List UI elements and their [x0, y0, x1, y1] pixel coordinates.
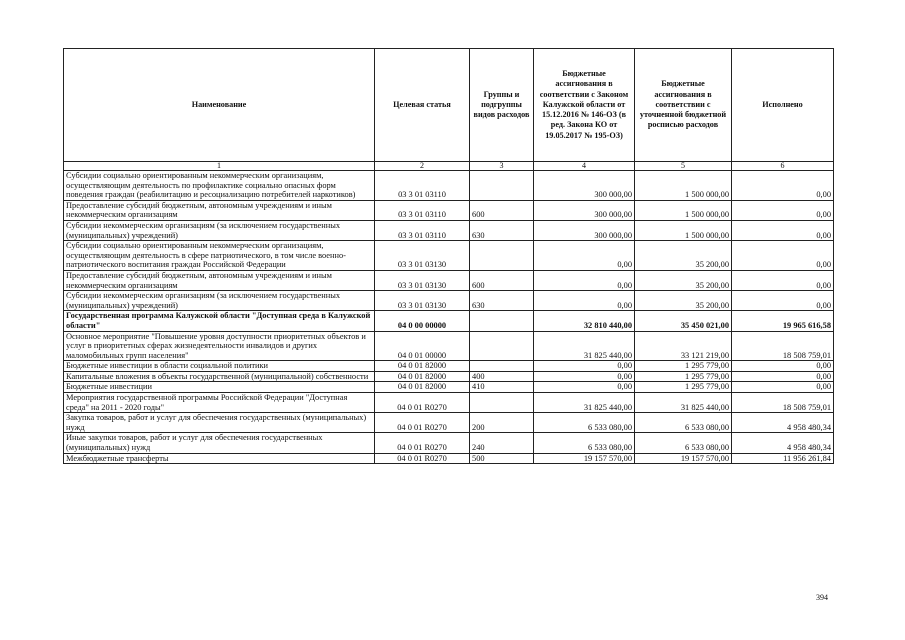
table-row	[64, 361, 834, 372]
column-number: 3	[470, 162, 534, 171]
row-name-cell: Бюджетные инвестиции	[64, 382, 375, 393]
row-target-article-cell: 04 0 01 R0270	[375, 433, 470, 453]
row-revised-budget-cell: 1 500 000,00	[635, 200, 732, 220]
row-expense-group-cell: 400	[470, 371, 534, 382]
row-expense-group-cell: 600	[470, 270, 534, 290]
header-target-article: Целевая статья	[375, 49, 470, 162]
row-budget-law-cell: 0,00	[534, 382, 635, 393]
row-executed-cell: 0,00	[732, 371, 834, 382]
row-revised-budget-cell: 35 200,00	[635, 241, 732, 271]
row-executed-cell: 11 956 261,84	[732, 453, 834, 464]
budget-execution-table	[63, 48, 834, 464]
row-target-article-cell: 03 3 01 03130	[375, 270, 470, 290]
row-expense-group-cell: 630	[470, 220, 534, 240]
row-revised-budget-cell: 1 500 000,00	[635, 220, 732, 240]
table-row	[64, 241, 834, 271]
row-name-cell: Бюджетные инвестиции в области социальной политики	[64, 361, 375, 372]
row-target-article-cell: 04 0 01 R0270	[375, 413, 470, 433]
row-expense-group-cell: 600	[470, 200, 534, 220]
row-budget-law-cell: 300 000,00	[534, 171, 635, 201]
table-row	[64, 413, 834, 433]
row-budget-law-cell: 0,00	[534, 371, 635, 382]
row-budget-law-cell: 19 157 570,00	[534, 453, 635, 464]
table-row	[64, 382, 834, 393]
header-name: Наименование	[64, 49, 375, 162]
table-row	[64, 433, 834, 453]
row-expense-group-cell	[470, 241, 534, 271]
row-name-cell: Иные закупки товаров, работ и услуг для обеспечения государственных (муниципальных) нужд	[64, 433, 375, 453]
row-expense-group-cell: 500	[470, 453, 534, 464]
row-executed-cell: 0,00	[732, 361, 834, 372]
row-target-article-cell: 04 0 01 00000	[375, 331, 470, 361]
column-number: 1	[64, 162, 375, 171]
table-row	[64, 311, 834, 331]
row-name-cell: Закупка товаров, работ и услуг для обеспечения государственных (муниципальных) нужд	[64, 413, 375, 433]
row-name-cell: Государственная программа Калужской области "Доступная среда в Калужской области"	[64, 311, 375, 331]
page-number: 394	[816, 593, 828, 602]
row-name-cell: Предоставление субсидий бюджетным, автономным учреждениям и иным некоммерческим организациям	[64, 270, 375, 290]
row-target-article-cell: 04 0 01 R0270	[375, 453, 470, 464]
table-row	[64, 220, 834, 240]
row-budget-law-cell: 0,00	[534, 241, 635, 271]
table-row	[64, 331, 834, 361]
row-expense-group-cell: 240	[470, 433, 534, 453]
row-expense-group-cell	[470, 311, 534, 331]
row-budget-law-cell: 300 000,00	[534, 220, 635, 240]
header-budget-law: Бюджетные ассигнования в соответствии с Законом Калужской области от 15.12.2016 № 146-ОЗ (в ред. Закона КО от 19.05.2017 № 195-ОЗ)	[534, 49, 635, 162]
row-expense-group-cell: 200	[470, 413, 534, 433]
column-number-row	[64, 162, 834, 171]
row-revised-budget-cell: 1 500 000,00	[635, 171, 732, 201]
row-expense-group-cell	[470, 171, 534, 201]
row-executed-cell: 4 958 480,34	[732, 433, 834, 453]
row-budget-law-cell: 31 825 440,00	[534, 393, 635, 413]
row-name-cell: Межбюджетные трансферты	[64, 453, 375, 464]
row-revised-budget-cell: 6 533 080,00	[635, 433, 732, 453]
column-number: 4	[534, 162, 635, 171]
table-row	[64, 371, 834, 382]
row-revised-budget-cell: 19 157 570,00	[635, 453, 732, 464]
row-target-article-cell: 03 3 01 03110	[375, 171, 470, 201]
row-executed-cell: 18 508 759,01	[732, 393, 834, 413]
row-revised-budget-cell: 1 295 779,00	[635, 382, 732, 393]
table-row	[64, 171, 834, 201]
row-name-cell: Основное мероприятие "Повышение уровня доступности приоритетных объектов и услуг в приоритетных сферах жизнедеятельности инвалидов и других маломобильных групп населения"	[64, 331, 375, 361]
row-target-article-cell: 03 3 01 03110	[375, 220, 470, 240]
row-revised-budget-cell: 35 450 021,00	[635, 311, 732, 331]
row-expense-group-cell	[470, 361, 534, 372]
row-executed-cell: 0,00	[732, 382, 834, 393]
row-revised-budget-cell: 6 533 080,00	[635, 413, 732, 433]
row-expense-group-cell: 630	[470, 291, 534, 311]
row-executed-cell: 18 508 759,01	[732, 331, 834, 361]
row-target-article-cell: 03 3 01 03130	[375, 291, 470, 311]
row-expense-group-cell	[470, 393, 534, 413]
row-executed-cell: 0,00	[732, 291, 834, 311]
row-target-article-cell: 04 0 01 R0270	[375, 393, 470, 413]
row-revised-budget-cell: 35 200,00	[635, 270, 732, 290]
row-name-cell: Субсидии некоммерческим организациям (за исключением государственных (муниципальных) учреждений)	[64, 220, 375, 240]
row-name-cell: Предоставление субсидий бюджетным, автономным учреждениям и иным некоммерческим организациям	[64, 200, 375, 220]
row-budget-law-cell: 6 533 080,00	[534, 433, 635, 453]
row-name-cell: Капитальные вложения в объекты государственной (муниципальной) собственности	[64, 371, 375, 382]
row-executed-cell: 0,00	[732, 200, 834, 220]
table-body	[64, 171, 834, 464]
row-budget-law-cell: 300 000,00	[534, 200, 635, 220]
header-expense-groups: Группы и подгруппы видов расходов	[470, 49, 534, 162]
row-revised-budget-cell: 31 825 440,00	[635, 393, 732, 413]
row-revised-budget-cell: 1 295 779,00	[635, 361, 732, 372]
table-row	[64, 270, 834, 290]
table-row	[64, 453, 834, 464]
table-row	[64, 200, 834, 220]
row-target-article-cell: 04 0 01 82000	[375, 382, 470, 393]
table-row	[64, 291, 834, 311]
row-target-article-cell: 04 0 01 82000	[375, 371, 470, 382]
row-expense-group-cell	[470, 331, 534, 361]
row-target-article-cell: 04 0 01 82000	[375, 361, 470, 372]
row-executed-cell: 0,00	[732, 171, 834, 201]
column-number: 6	[732, 162, 834, 171]
row-budget-law-cell: 6 533 080,00	[534, 413, 635, 433]
row-name-cell: Субсидии некоммерческим организациям (за исключением государственных (муниципальных) учреждений)	[64, 291, 375, 311]
row-budget-law-cell: 31 825 440,00	[534, 331, 635, 361]
row-budget-law-cell: 0,00	[534, 291, 635, 311]
header-executed: Исполнено	[732, 49, 834, 162]
row-budget-law-cell: 32 810 440,00	[534, 311, 635, 331]
row-name-cell: Мероприятия государственной программы Российской Федерации "Доступная среда" на 2011 - 2020 годы"	[64, 393, 375, 413]
row-executed-cell: 0,00	[732, 241, 834, 271]
row-name-cell: Субсидии социально ориентированным некоммерческим организациям, осуществляющим деятельность в сфере патриотического, в том числе военно-патриотического воспитания граждан Российской Федерации	[64, 241, 375, 271]
header-row	[64, 49, 834, 162]
header-revised-budget: Бюджетные ассигнования в соответствии с уточненной бюджетной росписью расходов	[635, 49, 732, 162]
row-target-article-cell: 03 3 01 03130	[375, 241, 470, 271]
table-row	[64, 393, 834, 413]
row-revised-budget-cell: 33 121 219,00	[635, 331, 732, 361]
row-revised-budget-cell: 35 200,00	[635, 291, 732, 311]
row-target-article-cell: 03 3 01 03110	[375, 200, 470, 220]
row-name-cell: Субсидии социально ориентированным некоммерческим организациям, осуществляющим деятельность по профилактике социально опасных форм поведения граждан (реабилитацию и ресоциализацию потребителей наркотиков)	[64, 171, 375, 201]
row-budget-law-cell: 0,00	[534, 361, 635, 372]
row-executed-cell: 0,00	[732, 220, 834, 240]
row-executed-cell: 4 958 480,34	[732, 413, 834, 433]
column-number: 2	[375, 162, 470, 171]
row-expense-group-cell: 410	[470, 382, 534, 393]
row-revised-budget-cell: 1 295 779,00	[635, 371, 732, 382]
row-executed-cell: 19 965 616,58	[732, 311, 834, 331]
column-number: 5	[635, 162, 732, 171]
row-executed-cell: 0,00	[732, 270, 834, 290]
row-target-article-cell: 04 0 00 00000	[375, 311, 470, 331]
row-budget-law-cell: 0,00	[534, 270, 635, 290]
